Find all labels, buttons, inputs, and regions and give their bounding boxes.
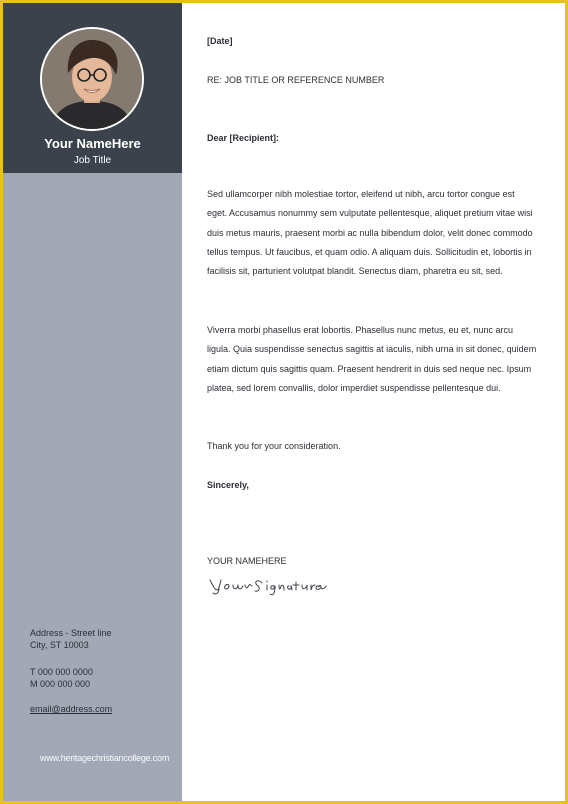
letter-thanks: Thank you for your consideration. [207,441,341,451]
address-block [30,627,112,651]
profile-name: Your NameHere [44,136,141,151]
letter-date: [Date] [207,36,233,46]
letter-paragraph-2: Viverra morbi phasellus erat lobortis. Phasellus nunc metus, eu et, nunc arcu ligula. Quia suspendisse senectus sagittis at iaculis, nibh urna in sit donec, quidem etiam dictum quis sagittis quam. Praesent hendrerit in duis sed neque nec. Ipsum platea, sed lorem convallis, dolor imperdiet suspendisse pellentesque dui. [207,325,537,393]
signer-name: YOUR NAMEHERE [207,556,287,566]
profile-job-title: Job Title [73,155,112,166]
signature-image [207,574,357,601]
phone-m: M 000 000 000 [30,679,91,689]
sidebar [3,3,182,801]
phone-t: T 000 000 0000 [30,667,93,677]
watermark: www.heritagechristiancollege.com [40,753,170,763]
address-line: Address - Street line [30,628,112,638]
phone-block [30,666,93,690]
email-block [30,703,112,715]
email-link[interactable]: email@address.com [30,704,113,714]
letter-reference: RE: JOB TITLE OR REFERENCE NUMBER [207,75,385,85]
letter-paragraph-1: Sed ullamcorper nibh molestiae tortor, eleifend ut nibh, arcu tortor congue est eget. Accusamus nonummy sem vulputate pellentesque, aliquet pretium vitae wisi duis metus mauris, praesent morbi ac nulla bibendum dolor, velit donec commodo tellus tempus. Ut faucibus, et quam odio. A aliquam duis. Sollicitudin et, lobortis in facilisis sit, parturient volutpat blandit. Senectus diam, pharetra eu sit, sed. [207,189,533,277]
letter-closing: Sincerely, [207,480,249,490]
sidebar-header [3,3,182,173]
city-line: City, ST 10003 [30,640,89,650]
profile-photo [40,27,144,131]
letter-salutation: Dear [Recipient]: [207,133,280,143]
portrait-image [42,29,142,129]
